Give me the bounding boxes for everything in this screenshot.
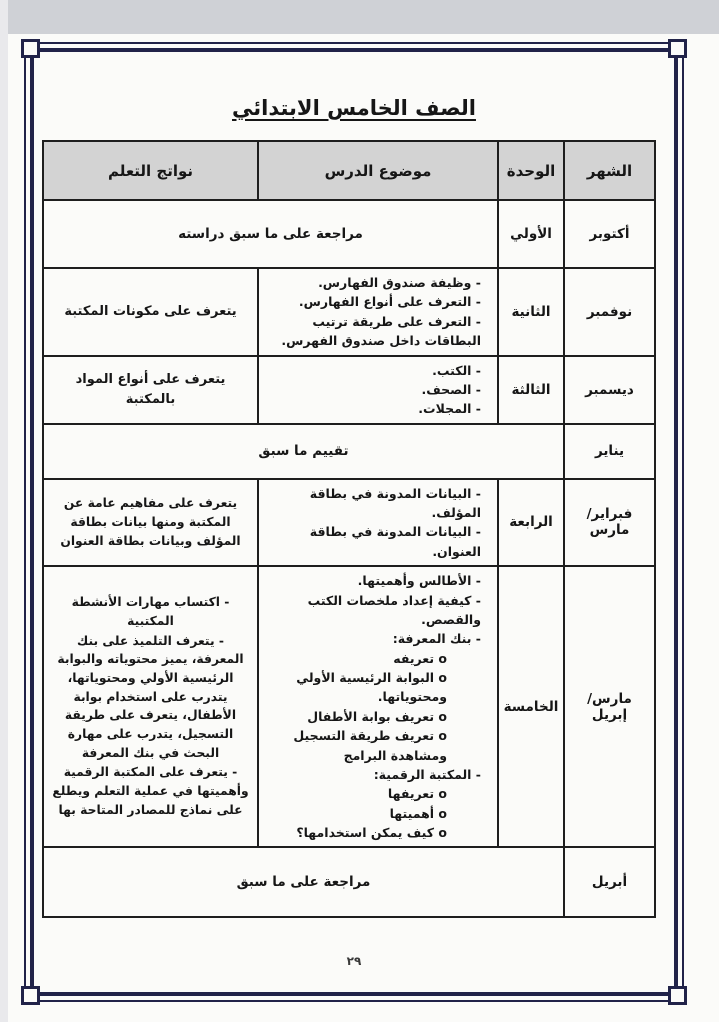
table-header-row (43, 141, 655, 200)
topic-item: - كيفية إعداد ملخصات الكتب والقصص. (307, 592, 481, 627)
header-unit: الوحدة (498, 141, 564, 200)
cell-unit: الخامسة (498, 566, 564, 847)
topic-subitem: o تعريف طريقة التسجيل ومشاهدة البرامج (293, 728, 447, 763)
frame-corner-ornament (21, 39, 40, 58)
cell-merged: مراجعة على ما سبق دراسته (43, 200, 498, 268)
header-outcomes: نواتج التعلم (43, 141, 258, 200)
cell-unit: الأولي (498, 200, 564, 268)
frame-corner-ornament (668, 986, 687, 1005)
topic-item: - التعرف على طريقة ترتيب البطاقات داخل صندوق الفهرس. (281, 313, 481, 349)
page-title: الصف الخامس الابتدائي (232, 96, 476, 120)
cell-month: فبراير/ مارس (564, 479, 655, 567)
decorative-frame (30, 48, 678, 996)
cell-topic (258, 566, 498, 847)
cell-outcomes (43, 566, 258, 847)
cell-month: أبريل (564, 847, 655, 917)
topic-item: - الكتب. (432, 362, 481, 378)
table-row-march-april (43, 566, 655, 847)
cell-topic (258, 356, 498, 424)
topic-item: - المجلات. (418, 401, 481, 417)
scan-left-edge (0, 0, 8, 1022)
page-number: ٢٩ (346, 954, 362, 968)
cell-month: مارس/ إبريل (564, 566, 655, 847)
cell-merged: تقييم ما سبق (43, 424, 564, 479)
curriculum-table (42, 140, 656, 918)
outcome-paragraph: - يتعرف على المكتبة الرقمية وأهميتها في عملية التعلم ويطلع على نماذج للمصادر المتاحة بها (52, 765, 249, 817)
topic-item: - الأطالس وأهميتها. (357, 573, 481, 589)
table-row-january (43, 424, 655, 479)
cell-outcomes: يتعرف على مكونات المكتبة (43, 268, 258, 356)
topic-item: - بنك المعرفة: (392, 631, 481, 647)
topic-item: - المكتبة الرقمية: (373, 766, 481, 782)
cell-unit: الرابعة (498, 479, 564, 567)
table-row-february-march (43, 479, 655, 567)
topic-item: - البيانات المدونة في بطاقة العنوان. (309, 524, 481, 559)
outcome-paragraph: - يتعرف التلميذ على بنك المعرفة، يميز محتوياته والبوابة الرئيسية الأولي ومحتوياتها، يتدرب على استخدام بوابة الأطفال، يتعرف على طريقة التسجيل، يتدرب على مهارة البحث في بنك المعرفة (57, 633, 244, 760)
topic-item: - البيانات المدونة في بطاقة المؤلف. (309, 485, 481, 520)
topic-subitem: o كيف يمكن استخدامها؟ (296, 825, 447, 840)
outcome-paragraph: - اكتساب مهارات الأنشطة المكتبية (71, 595, 230, 628)
topic-subitem: o البوابة الرئيسية الأولي ومحتوياتها. (296, 670, 447, 705)
table-row-april (43, 847, 655, 917)
table-row-november (43, 268, 655, 356)
frame-corner-ornament (21, 986, 40, 1005)
topic-subitem: o تعريفه (393, 650, 447, 666)
scan-top-strip (0, 0, 719, 34)
cell-month: نوفمبر (564, 268, 655, 356)
cell-merged: مراجعة على ما سبق (43, 847, 564, 917)
cell-unit: الثانية (498, 268, 564, 356)
table-row-december (43, 356, 655, 424)
cell-unit: الثالثة (498, 356, 564, 424)
topic-subitem: o أهميتها (389, 805, 447, 821)
cell-topic (258, 479, 498, 567)
topic-item: - الصحف. (421, 381, 481, 397)
topic-subitem: o تعريف بوابة الأطفال (307, 708, 447, 724)
topic-item: - وظيفة صندوق الفهارس. (318, 275, 481, 290)
cell-month: ديسمبر (564, 356, 655, 424)
header-month: الشهر (564, 141, 655, 200)
header-topic: موضوع الدرس (258, 141, 498, 200)
frame-corner-ornament (668, 39, 687, 58)
topic-item: - التعرف على أنواع الفهارس. (298, 294, 481, 310)
table-row-october (43, 200, 655, 268)
cell-outcomes: يتعرف على مفاهيم عامة عن المكتبة ومنها بيانات بطاقة المؤلف وبيانات بطاقة العنوان (43, 479, 258, 567)
cell-month: يناير (564, 424, 655, 479)
cell-month: أكتوبر (564, 200, 655, 268)
cell-topic (258, 268, 498, 356)
topic-subitem: o تعريفها (387, 786, 447, 802)
cell-outcomes: يتعرف على أنواع المواد بالمكتبة (43, 356, 258, 424)
